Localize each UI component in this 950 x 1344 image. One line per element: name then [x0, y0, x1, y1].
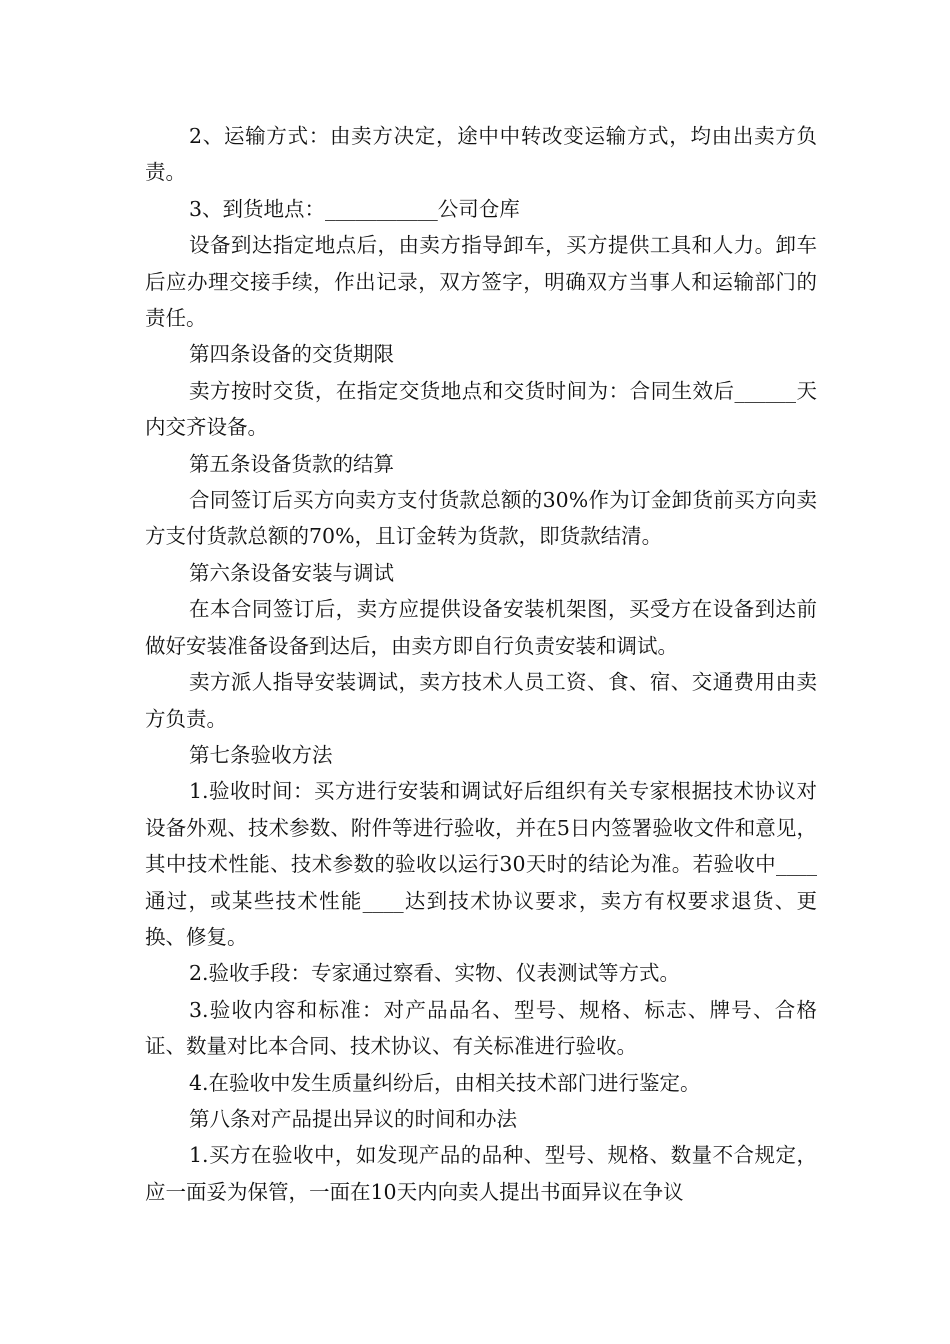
paragraph-payment: 合同签订后买方向卖方支付货款总额的30%作为订金卸货前买方向卖方支付货款总额的70%，且订金转为货款，即货款结清。 [145, 488, 817, 549]
paragraph-installation: 在本合同签订后，卖方应提供设备安装机架图，买受方在设备到达前做好安装准备设备到达后，由卖方即自行负责安装和调试。 [145, 597, 817, 658]
heading-article-7: 第七条验收方法 [189, 742, 333, 767]
paragraph-unloading: 设备到达指定地点后，由卖方指导卸车，买方提供工具和人力。卸车后应办理交接手续，作出记录，双方签字，明确双方当事人和运输部门的责任。 [145, 233, 817, 331]
paragraph-acceptance-content: 3.验收内容和标准：对产品品名、型号、规格、标志、牌号、合格证、数量对比本合同、技术协议、有关标准进行验收。 [145, 997, 817, 1059]
heading-article-5: 第五条设备货款的结算 [189, 451, 394, 476]
paragraph-acceptance-means: 2.验收手段：专家通过察看、实物、仪表测试等方式。 [189, 961, 681, 986]
paragraph-installation-costs: 卖方派人指导安装调试，卖方技术人员工资、食、宿、交通费用由卖方负责。 [145, 670, 817, 731]
document-page [145, 118, 817, 1210]
paragraph-quality-dispute: 4.在验收中发生质量纠纷后，由相关技术部门进行鉴定。 [189, 1070, 701, 1095]
heading-article-6: 第六条设备安装与调试 [189, 560, 394, 585]
paragraph-transport-method: 2、运输方式：由卖方决定，途中中转改变运输方式，均由出卖方负责。 [145, 124, 817, 185]
paragraph-objection: 1.买方在验收中，如发现产品的品种、型号、规格、数量不合规定，应一面妥为保管，一面在10天内向卖人提出书面异议在争议 [145, 1143, 817, 1204]
heading-article-8: 第八条对产品提出异议的时间和办法 [189, 1106, 517, 1131]
paragraph-delivery-location: 3、到货地点：___________公司仓库 [189, 196, 520, 221]
heading-article-4: 第四条设备的交货期限 [189, 342, 394, 367]
paragraph-acceptance-time: 1.验收时间：买方进行安装和调试好后组织有关专家根据技术协议对设备外观、技术参数、附件等进行验收，并在5日内签署验收文件和意见，其中技术性能、技术参数的验收以运行30天时的结论为准。若验收中____通过，或某些技术性能____达到技术协议要求，卖方有权要求退货、更换、修复。 [145, 779, 817, 949]
paragraph-delivery-deadline: 卖方按时交货，在指定交货地点和交货时间为：合同生效后______天内交齐设备。 [145, 378, 817, 440]
